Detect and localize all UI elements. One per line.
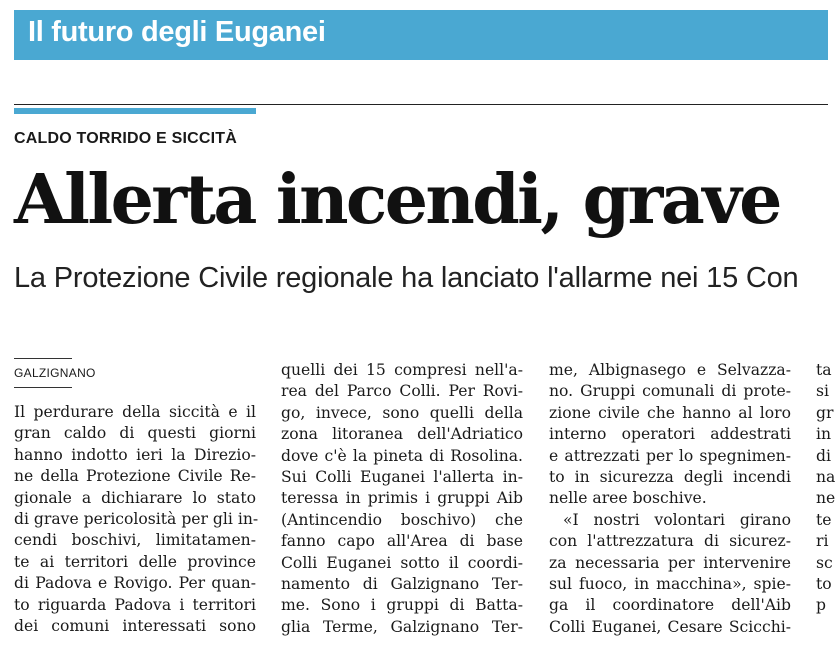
body-line: gionale a dichiarare lo stato — [14, 488, 256, 507]
body-line: rea del Parco Colli. Per Rovi- — [281, 382, 523, 401]
body-line: te ai territori delle province — [14, 552, 256, 571]
body-line: dei comuni interessati sono — [14, 617, 256, 636]
section-banner — [14, 10, 828, 60]
body-line: dove c'è la pineta di Rosolina. — [281, 446, 523, 465]
body-line: ri — [816, 532, 829, 551]
body-line: to — [816, 575, 832, 594]
body-line: gran caldo di questi giorni — [14, 424, 256, 443]
body-column-4-cropped — [816, 360, 835, 617]
body-line: te — [816, 510, 832, 529]
section-title: Il futuro degli Euganei — [28, 16, 326, 48]
body-line: ne — [816, 489, 835, 508]
article-dateline: GALZIGNANO — [14, 366, 96, 380]
body-line: zona litoranea dell'Adriatico — [281, 425, 523, 444]
body-line: interno operatori addestrati — [549, 425, 791, 444]
body-line: di grave pericolosità per gli in- — [14, 510, 259, 529]
body-line: me. Sono i gruppi di Batta- — [281, 596, 523, 615]
body-line: me, Albignasego e Selvazza- — [549, 361, 791, 379]
body-column-3 — [549, 360, 791, 638]
body-line: go, invece, sono quelli della — [281, 403, 523, 422]
body-line: Il perdurare della siccità e il — [14, 403, 256, 421]
dateline-rule-bottom — [14, 387, 72, 388]
body-line: ta — [816, 361, 832, 379]
body-line: ga il coordinatore dell'Aib — [549, 596, 791, 615]
body-line: «I nostri volontari girano — [563, 510, 791, 529]
body-line: Sui Colli Euganei l'allerta in- — [281, 468, 523, 487]
header-divider — [14, 104, 828, 105]
body-line: zione civile che hanno al loro — [549, 403, 791, 422]
body-line: hanno indotto ieri la Direzio- — [14, 445, 256, 464]
body-line: Colli Euganei, Cesare Scicchi- — [549, 617, 791, 636]
body-line: nelle aree boschive. — [549, 489, 707, 508]
body-line: (Antincendio boschivo) che — [281, 510, 523, 529]
article-kicker: CALDO TORRIDO E SICCITÀ — [14, 130, 237, 147]
body-line: to riguarda Padova i territori — [14, 595, 256, 614]
article-subhead: La Protezione Civile regionale ha lanciato l'allarme nei 15 Con — [14, 262, 799, 294]
body-line: no. Gruppi comunali di prote- — [549, 382, 791, 401]
body-line: to in sicurezza degli incendi — [549, 468, 791, 487]
body-line: teressa in primis i gruppi Aib — [281, 489, 523, 508]
body-line: gr — [816, 403, 834, 422]
body-line: e attrezzati per lo spegnimen- — [549, 446, 791, 465]
body-line: glia Terme, Galzignano Ter- — [281, 617, 523, 636]
body-line: namento di Galzignano Ter- — [281, 575, 523, 594]
body-column-2 — [281, 360, 523, 638]
body-column-1 — [14, 402, 259, 637]
dateline-rule-top — [14, 358, 72, 359]
body-line: Colli Euganei sotto il coordi- — [281, 553, 523, 572]
body-line: in — [816, 425, 832, 444]
body-line: di Padova e Rovigo. Per quan- — [14, 574, 256, 593]
body-line: sc — [816, 553, 833, 572]
body-line: si — [816, 382, 829, 401]
accent-bar — [14, 108, 256, 114]
body-line: cendi boschivi, limitatamen- — [14, 531, 256, 550]
body-line: con l'attrezzatura di sicurez- — [549, 532, 791, 551]
body-line: fanno capo all'Area di base — [281, 532, 523, 551]
body-line: quelli dei 15 compresi nell'a- — [281, 361, 523, 379]
body-line: p — [816, 596, 826, 615]
article-headline: Allerta incendi, grave — [14, 160, 780, 240]
body-line: sul fuoco, in macchina», spie- — [549, 575, 791, 594]
body-line: na — [816, 468, 835, 487]
body-line: ne della Protezione Civile Re- — [14, 467, 256, 486]
body-line: za necessaria per intervenire — [549, 553, 791, 572]
body-line: di — [816, 446, 831, 465]
